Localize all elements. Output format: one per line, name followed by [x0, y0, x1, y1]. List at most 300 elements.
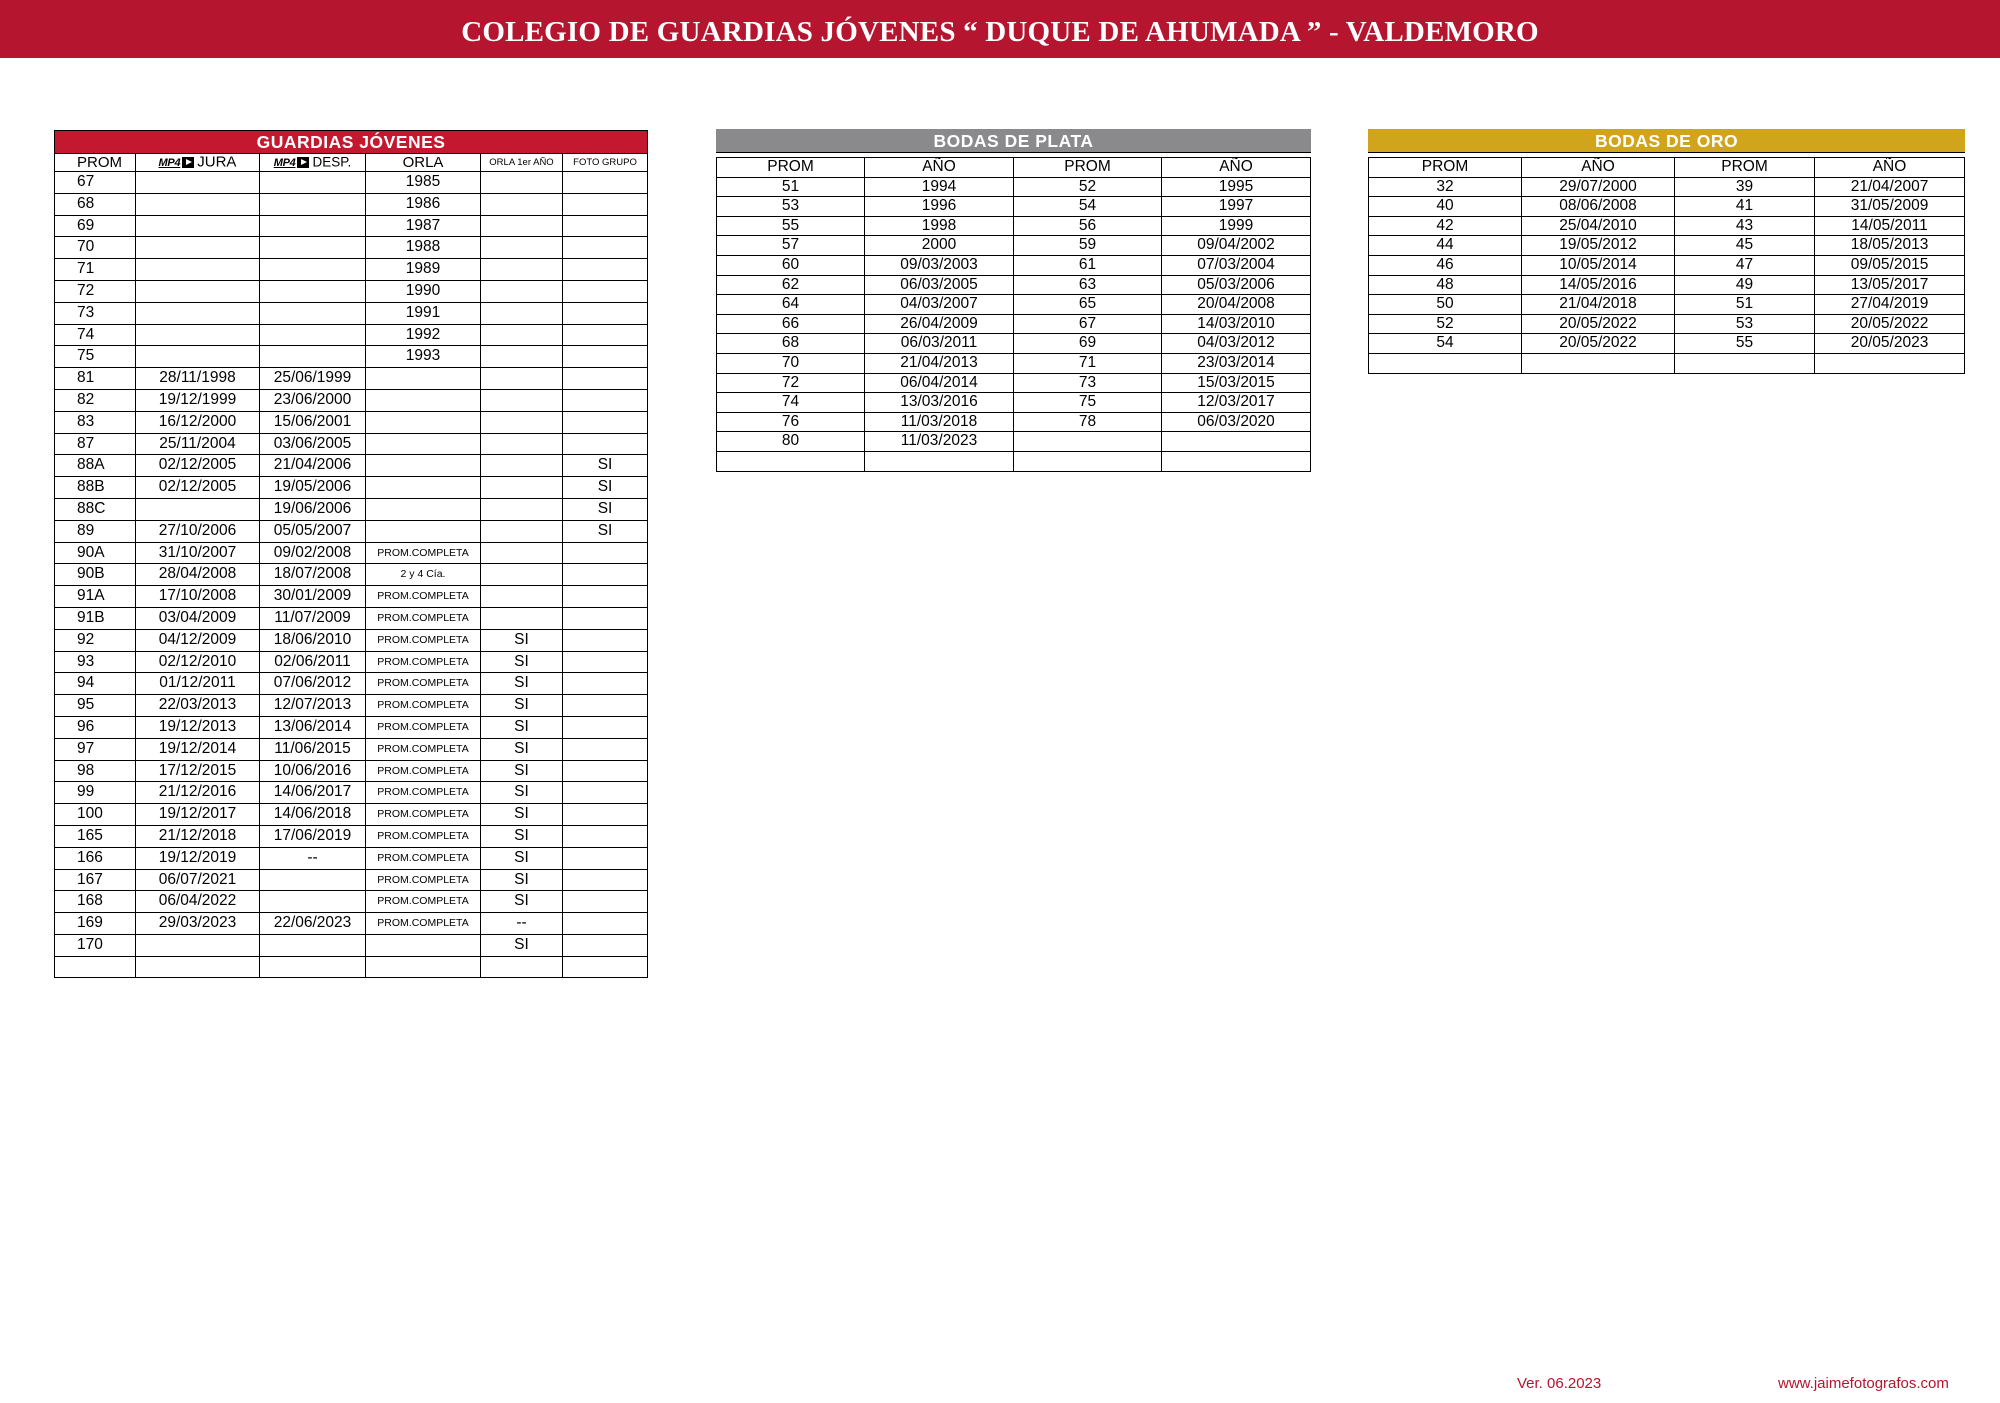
table-cell: 46: [1369, 255, 1522, 275]
table-cell: 75: [55, 346, 136, 368]
table-cell: 1994: [865, 177, 1014, 197]
table-cell: [481, 498, 563, 520]
table-cell: 1986: [366, 193, 481, 215]
table-cell: PROM.COMPLETA: [366, 542, 481, 564]
table-cell: 1987: [366, 215, 481, 237]
table-cell: [260, 259, 366, 281]
table-cell: 19/05/2012: [1522, 236, 1675, 256]
table-row: [717, 334, 1311, 354]
table-cell: [136, 172, 260, 194]
table-cell: [481, 259, 563, 281]
table-cell: SI: [563, 455, 648, 477]
table-cell: 91A: [55, 586, 136, 608]
table-cell: [260, 346, 366, 368]
table-cell: [563, 564, 648, 586]
table-cell: SI: [481, 738, 563, 760]
table-cell: 88C: [55, 498, 136, 520]
table-cell: [865, 451, 1014, 471]
table-cell: [260, 891, 366, 913]
table-cell: [260, 869, 366, 891]
table-cell: 51: [717, 177, 865, 197]
table-cell: 60: [717, 255, 865, 275]
table-cell: SI: [481, 716, 563, 738]
table-cell: 1988: [366, 237, 481, 259]
table-row: [55, 913, 648, 935]
table-cell: PROM.COMPLETA: [366, 586, 481, 608]
table-cell: [563, 913, 648, 935]
play-icon: [297, 157, 309, 168]
table-cell: 83: [55, 411, 136, 433]
table-row: [55, 346, 648, 368]
table-row: [717, 353, 1311, 373]
table-row: [55, 477, 648, 499]
table-cell: 73: [1014, 373, 1162, 393]
table-cell: [563, 433, 648, 455]
table-cell: [563, 215, 648, 237]
table-row: [55, 891, 648, 913]
bodas-plata-table: [716, 129, 1311, 472]
table-cell: 78: [1014, 412, 1162, 432]
table-cell: 97: [55, 738, 136, 760]
bodas-plata-header-row: [717, 158, 1311, 178]
table-cell: 67: [55, 172, 136, 194]
table-cell: 90B: [55, 564, 136, 586]
guardias-jovenes-title: GUARDIAS JÓVENES: [55, 131, 648, 154]
bodas-plata-body: [717, 177, 1311, 471]
table-row: [55, 825, 648, 847]
table-cell: 59: [1014, 236, 1162, 256]
table-cell: [563, 324, 648, 346]
table-cell: 62: [717, 275, 865, 295]
table-cell: 69: [55, 215, 136, 237]
table-row: [1369, 177, 1965, 197]
table-cell: [366, 368, 481, 390]
table-row: [1369, 236, 1965, 256]
play-icon: [182, 157, 194, 168]
table-cell: 1995: [1162, 177, 1311, 197]
table-cell: [481, 346, 563, 368]
table-cell: 19/12/2014: [136, 738, 260, 760]
table-cell: 12/03/2017: [1162, 393, 1311, 413]
table-row: [717, 295, 1311, 315]
table-cell: 17/06/2019: [260, 825, 366, 847]
table-row: [1369, 295, 1965, 315]
table-cell: SI: [563, 498, 648, 520]
table-cell: [481, 542, 563, 564]
table-cell: [136, 193, 260, 215]
table-cell: 06/07/2021: [136, 869, 260, 891]
table-row: [55, 411, 648, 433]
table-cell: 03/04/2009: [136, 607, 260, 629]
table-cell: 19/12/2017: [136, 804, 260, 826]
table-cell: SI: [563, 477, 648, 499]
table-row: [717, 255, 1311, 275]
table-cell: [563, 869, 648, 891]
table-row: [55, 586, 648, 608]
table-cell: 88A: [55, 455, 136, 477]
table-cell: SI: [481, 760, 563, 782]
table-cell: SI: [481, 629, 563, 651]
table-cell: [136, 237, 260, 259]
table-cell: 23/06/2000: [260, 389, 366, 411]
table-cell: 1991: [366, 302, 481, 324]
table-cell: SI: [481, 651, 563, 673]
table-cell: [563, 891, 648, 913]
table-cell: 55: [717, 216, 865, 236]
table-row: [1369, 334, 1965, 354]
table-cell: [366, 498, 481, 520]
table-cell: [563, 542, 648, 564]
table-cell: 20/05/2022: [1522, 334, 1675, 354]
table-cell: 19/06/2006: [260, 498, 366, 520]
table-cell: 1993: [366, 346, 481, 368]
table-row: [55, 695, 648, 717]
table-cell: PROM.COMPLETA: [366, 825, 481, 847]
table-cell: [717, 451, 865, 471]
table-cell: 52: [1014, 177, 1162, 197]
table-cell: 19/05/2006: [260, 477, 366, 499]
table-cell: 63: [1014, 275, 1162, 295]
table-cell: 12/07/2013: [260, 695, 366, 717]
table-cell: 09/04/2002: [1162, 236, 1311, 256]
table-cell: 02/12/2005: [136, 477, 260, 499]
header-prom: PROM: [717, 158, 865, 178]
table-row: [55, 280, 648, 302]
table-cell: 06/04/2022: [136, 891, 260, 913]
table-cell: 02/06/2011: [260, 651, 366, 673]
table-cell: [481, 193, 563, 215]
table-cell: [481, 433, 563, 455]
table-cell: 32: [1369, 177, 1522, 197]
table-cell: SI: [563, 520, 648, 542]
table-cell: [563, 738, 648, 760]
table-cell: [563, 411, 648, 433]
table-cell: [481, 520, 563, 542]
table-cell: 21/12/2016: [136, 782, 260, 804]
table-cell: 27/10/2006: [136, 520, 260, 542]
table-row: [717, 236, 1311, 256]
table-cell: PROM.COMPLETA: [366, 760, 481, 782]
table-cell: [481, 956, 563, 978]
table-cell: [563, 280, 648, 302]
table-cell: 17/12/2015: [136, 760, 260, 782]
table-cell: 05/05/2007: [260, 520, 366, 542]
table-cell: [136, 346, 260, 368]
table-row: [55, 760, 648, 782]
table-cell: 21/04/2018: [1522, 295, 1675, 315]
table-cell: [481, 564, 563, 586]
table-cell: 72: [55, 280, 136, 302]
table-cell: 54: [1369, 334, 1522, 354]
table-cell: 02/12/2010: [136, 651, 260, 673]
table-cell: 71: [1014, 353, 1162, 373]
table-row: [55, 629, 648, 651]
table-cell: [563, 782, 648, 804]
table-cell: PROM.COMPLETA: [366, 891, 481, 913]
table-cell: --: [481, 913, 563, 935]
table-row: [717, 314, 1311, 334]
table-row: [55, 934, 648, 956]
table-cell: 19/12/2019: [136, 847, 260, 869]
table-cell: 56: [1014, 216, 1162, 236]
table-cell: 54: [1014, 197, 1162, 217]
table-cell: 49: [1675, 275, 1815, 295]
table-cell: 21/04/2007: [1815, 177, 1965, 197]
table-cell: 45: [1675, 236, 1815, 256]
table-cell: 90A: [55, 542, 136, 564]
table-cell: [481, 607, 563, 629]
table-cell: [260, 193, 366, 215]
bodas-oro-header-row: [1369, 158, 1965, 178]
table-row: [55, 172, 648, 194]
table-cell: 1990: [366, 280, 481, 302]
table-cell: PROM.COMPLETA: [366, 629, 481, 651]
table-cell: 14/05/2016: [1522, 275, 1675, 295]
table-cell: 08/06/2008: [1522, 197, 1675, 217]
table-cell: 11/03/2023: [865, 432, 1014, 452]
table-cell: [563, 651, 648, 673]
table-cell: [136, 215, 260, 237]
table-cell: 22/03/2013: [136, 695, 260, 717]
table-cell: [260, 237, 366, 259]
table-cell: 07/03/2004: [1162, 255, 1311, 275]
table-cell: [563, 172, 648, 194]
table-cell: 10/06/2016: [260, 760, 366, 782]
header-ano: AÑO: [865, 158, 1014, 178]
table-cell: 2000: [865, 236, 1014, 256]
table-row: [55, 498, 648, 520]
table-cell: [1815, 353, 1965, 373]
table-cell: 18/06/2010: [260, 629, 366, 651]
table-cell: 16/12/2000: [136, 411, 260, 433]
table-cell: SI: [481, 825, 563, 847]
table-cell: [260, 172, 366, 194]
table-cell: SI: [481, 804, 563, 826]
table-cell: 1998: [865, 216, 1014, 236]
table-row: [55, 607, 648, 629]
table-cell: 73: [55, 302, 136, 324]
table-cell: 09/02/2008: [260, 542, 366, 564]
bodas-oro-body: [1369, 177, 1965, 373]
table-cell: 04/12/2009: [136, 629, 260, 651]
table-cell: [1162, 451, 1311, 471]
table-row: [717, 177, 1311, 197]
table-cell: 14/06/2018: [260, 804, 366, 826]
table-cell: 20/05/2022: [1522, 314, 1675, 334]
header-foto-grupo: FOTO GRUPO: [563, 154, 648, 172]
header-orla: ORLA: [366, 154, 481, 172]
table-cell: [55, 956, 136, 978]
table-cell: 06/03/2020: [1162, 412, 1311, 432]
table-row: [55, 259, 648, 281]
table-cell: 07/06/2012: [260, 673, 366, 695]
table-cell: 01/12/2011: [136, 673, 260, 695]
bodas-plata-title: BODAS DE PLATA: [717, 130, 1311, 153]
table-cell: [366, 389, 481, 411]
table-row: [717, 432, 1311, 452]
table-row: [55, 433, 648, 455]
table-row: [55, 389, 648, 411]
table-cell: 1992: [366, 324, 481, 346]
table-row: [55, 716, 648, 738]
table-cell: 20/05/2023: [1815, 334, 1965, 354]
table-cell: 88B: [55, 477, 136, 499]
table-row: [55, 804, 648, 826]
table-cell: [366, 455, 481, 477]
table-cell: 65: [1014, 295, 1162, 315]
table-cell: 11/07/2009: [260, 607, 366, 629]
table-cell: [563, 825, 648, 847]
table-cell: 48: [1369, 275, 1522, 295]
table-cell: 15/06/2001: [260, 411, 366, 433]
table-cell: 28/04/2008: [136, 564, 260, 586]
table-cell: 1999: [1162, 216, 1311, 236]
table-cell: 42: [1369, 216, 1522, 236]
table-cell: 89: [55, 520, 136, 542]
table-cell: [136, 280, 260, 302]
table-cell: PROM.COMPLETA: [366, 673, 481, 695]
table-cell: 43: [1675, 216, 1815, 236]
table-cell: PROM.COMPLETA: [366, 607, 481, 629]
table-cell: 167: [55, 869, 136, 891]
table-cell: 1989: [366, 259, 481, 281]
table-cell: 44: [1369, 236, 1522, 256]
table-cell: SI: [481, 869, 563, 891]
table-cell: 26/04/2009: [865, 314, 1014, 334]
bodas-oro-table: [1368, 129, 1965, 374]
table-row: [55, 651, 648, 673]
table-cell: [260, 302, 366, 324]
header-ano: AÑO: [1522, 158, 1675, 178]
table-cell: [366, 433, 481, 455]
table-cell: [481, 368, 563, 390]
table-cell: [366, 934, 481, 956]
table-cell: [260, 280, 366, 302]
table-cell: PROM.COMPLETA: [366, 695, 481, 717]
table-cell: PROM.COMPLETA: [366, 869, 481, 891]
table-row: [717, 451, 1311, 471]
table-cell: 1997: [1162, 197, 1311, 217]
table-cell: [136, 956, 260, 978]
header-ano: AÑO: [1162, 158, 1311, 178]
table-row: [55, 302, 648, 324]
table-cell: [563, 607, 648, 629]
table-cell: SI: [481, 782, 563, 804]
table-cell: 70: [717, 353, 865, 373]
table-cell: [481, 411, 563, 433]
table-row: [717, 197, 1311, 217]
table-cell: 14/03/2010: [1162, 314, 1311, 334]
table-row: [55, 193, 648, 215]
table-cell: [1162, 432, 1311, 452]
table-cell: 17/10/2008: [136, 586, 260, 608]
table-cell: 168: [55, 891, 136, 913]
table-row: [55, 847, 648, 869]
table-cell: [366, 411, 481, 433]
table-cell: 21/04/2013: [865, 353, 1014, 373]
table-cell: 15/03/2015: [1162, 373, 1311, 393]
table-cell: [563, 259, 648, 281]
header-ano: AÑO: [1815, 158, 1965, 178]
table-cell: 06/03/2005: [865, 275, 1014, 295]
table-cell: 61: [1014, 255, 1162, 275]
table-cell: 13/05/2017: [1815, 275, 1965, 295]
table-cell: [136, 259, 260, 281]
table-cell: 100: [55, 804, 136, 826]
table-cell: 69: [1014, 334, 1162, 354]
table-cell: [481, 172, 563, 194]
table-cell: 40: [1369, 197, 1522, 217]
table-cell: 06/04/2014: [865, 373, 1014, 393]
header-prom: PROM: [1675, 158, 1815, 178]
table-cell: [260, 956, 366, 978]
table-row: [717, 275, 1311, 295]
table-row: [55, 738, 648, 760]
header-desp-cell: [260, 154, 366, 172]
table-row: [55, 869, 648, 891]
mp4-video-icon: MP4: [274, 154, 310, 171]
table-cell: 68: [55, 193, 136, 215]
table-cell: 11/03/2018: [865, 412, 1014, 432]
table-cell: [563, 193, 648, 215]
table-cell: [563, 956, 648, 978]
header-prom: PROM: [1014, 158, 1162, 178]
guardias-jovenes-header-row: [55, 154, 648, 172]
table-row: [1369, 197, 1965, 217]
table-cell: [563, 237, 648, 259]
table-cell: 29/07/2000: [1522, 177, 1675, 197]
table-row: [55, 782, 648, 804]
table-cell: 06/03/2011: [865, 334, 1014, 354]
table-cell: PROM.COMPLETA: [366, 913, 481, 935]
table-cell: 92: [55, 629, 136, 651]
table-cell: 74: [55, 324, 136, 346]
table-cell: [260, 934, 366, 956]
table-cell: [563, 302, 648, 324]
table-cell: 20/05/2022: [1815, 314, 1965, 334]
website-link[interactable]: www.jaimefotografos.com: [1778, 1375, 1949, 1392]
table-cell: [1014, 451, 1162, 471]
table-cell: 68: [717, 334, 865, 354]
header-desp: DESP.: [312, 154, 352, 170]
table-cell: 18/07/2008: [260, 564, 366, 586]
table-cell: 93: [55, 651, 136, 673]
table-cell: 51: [1675, 295, 1815, 315]
table-cell: [563, 586, 648, 608]
table-cell: 13/06/2014: [260, 716, 366, 738]
table-cell: 19/12/2013: [136, 716, 260, 738]
table-cell: 31/05/2009: [1815, 197, 1965, 217]
table-cell: PROM.COMPLETA: [366, 847, 481, 869]
table-cell: 1996: [865, 197, 1014, 217]
table-cell: [481, 280, 563, 302]
table-row: [55, 368, 648, 390]
table-cell: 53: [717, 197, 865, 217]
table-cell: 67: [1014, 314, 1162, 334]
table-cell: 03/06/2005: [260, 433, 366, 455]
table-row: [55, 520, 648, 542]
table-cell: 76: [717, 412, 865, 432]
table-cell: --: [260, 847, 366, 869]
mp4-video-icon: MP4: [159, 154, 195, 171]
table-cell: 30/01/2009: [260, 586, 366, 608]
table-row: [55, 542, 648, 564]
header-prom: PROM: [1369, 158, 1522, 178]
table-cell: 2 y 4 Cía.: [366, 564, 481, 586]
table-cell: 13/03/2016: [865, 393, 1014, 413]
table-cell: 70: [55, 237, 136, 259]
table-cell: 165: [55, 825, 136, 847]
